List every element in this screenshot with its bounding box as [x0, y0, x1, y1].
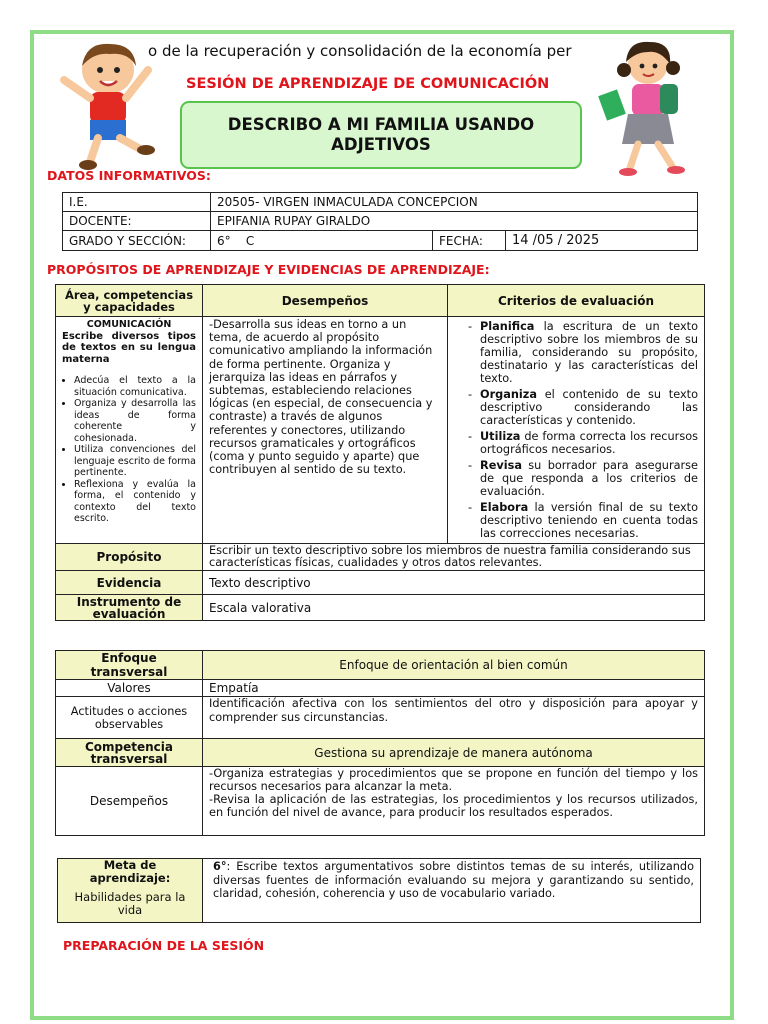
docente-value: EPIFANIA RUPAY GIRALDO	[211, 212, 698, 231]
competencia-transversal-label: Competencia transversal	[56, 739, 203, 767]
desempeno-text: -Desarrolla sus ideas en torno a un tema, de acuerdo al propósito comunicativo ampliando la información de forma pertinente. Organiza y jerarquiza las ideas en párrafos y subtemas, estableciendo relaciones lógicas (en especial, de consecuencia y contraste) a través de algunos referentes y conectores, utilizando recursos gramaticales y ortográficos (coma y punto seguido y aparte) que contribuyen al sentido de su texto.	[203, 317, 448, 544]
session-title	[180, 101, 582, 169]
criterio-item	[480, 320, 698, 385]
title-line-1: DESCRIBO A MI FAMILIA USANDO	[227, 115, 535, 134]
ie-value: 20505- VIRGEN INMACULADA CONCEPCION	[211, 193, 698, 212]
col-area-header: Área, competencias y capacidades	[56, 285, 203, 317]
criterio-text: la versión final de su texto descriptivo teniendo en cuenta todas las correcciones necesarias.	[480, 501, 698, 540]
capacidad-item: • Reflexiona y evalúa la forma, el contenido y contexto del texto escrito.	[74, 479, 196, 525]
ie-label: I.E.	[63, 193, 211, 212]
capacidad-item: • Organiza y desarrolla las ideas de forma coherente y cohesionada.	[74, 398, 196, 444]
valores-label: Valores	[56, 680, 203, 697]
col-criterios-header: Criterios de evaluación	[448, 285, 705, 317]
valores-value: Empatía	[203, 680, 705, 697]
propositos-heading: PROPÓSITOS DE APRENDIZAJE Y EVIDENCIAS DE APRENDIZAJE:	[47, 262, 490, 277]
criterio-verb: Planifica	[480, 320, 535, 333]
meta-text: : Escribe textos argumentativos sobre distintos temas de su interés, utilizando diversas fuentes de información evaluando su mejora y garantizando su sentido, claridad, cohesión, coherencia y uso de vocabulario variado.	[213, 860, 694, 900]
girl-illustration	[598, 40, 708, 178]
capacidades-list	[62, 375, 196, 525]
grado-label: GRADO Y SECCIÓN:	[63, 231, 211, 251]
meta-grade: 6°	[213, 860, 227, 873]
actitudes-label: Actitudes o acciones observables	[56, 697, 203, 739]
instrumento-label: Instrumento de evaluación	[56, 595, 203, 621]
datos-table	[62, 192, 698, 251]
criterio-verb: Elabora	[480, 501, 529, 514]
col-desempenos-header: Desempeños	[203, 285, 448, 317]
criterio-item	[480, 388, 698, 427]
propositos-table	[55, 284, 705, 621]
criterio-item	[480, 430, 698, 456]
preparacion-heading: PREPARACIÓN DE LA SESIÓN	[63, 938, 265, 953]
actitudes-value: Identificación afectiva con los sentimientos del otro y disposición para apoyar y comprender sus circunstancias.	[203, 697, 705, 739]
datos-heading: DATOS INFORMATIVOS:	[47, 168, 211, 183]
enfoque-label: Enfoque transversal	[56, 651, 203, 680]
fecha-label: FECHA:	[433, 231, 506, 251]
proposito-label: Propósito	[56, 544, 203, 571]
grado-value: 6° C	[211, 231, 433, 251]
competencia-name: Escribe diversos tipos de textos en su lengua materna	[62, 330, 196, 365]
desempenos-label: Desempeños	[56, 767, 203, 836]
criterio-verb: Revisa	[480, 459, 522, 472]
enfoque-value: Enfoque de orientación al bien común	[203, 651, 705, 680]
session-label: SESIÓN DE APRENDIZAJE DE COMUNICACIÓN	[186, 76, 550, 92]
proposito-value: Escribir un texto descriptivo sobre los miembros de nuestra familia considerando sus características físicas, cualidades y otros datos relevantes.	[203, 544, 705, 571]
enfoque-table	[55, 650, 705, 836]
evidencia-label: Evidencia	[56, 571, 203, 595]
area-name: COMUNICACIÓN	[86, 319, 172, 330]
fecha-value: 14 /05 / 2025	[506, 231, 698, 251]
title-line-2: ADJETIVOS	[331, 135, 431, 154]
criterio-verb: Organiza	[480, 388, 537, 401]
capacidad-item: • Utiliza convenciones del lenguaje escrito de forma pertinente.	[74, 444, 196, 479]
docente-label: DOCENTE:	[63, 212, 211, 231]
capacidad-item: • Adecúa el texto a la situación comunicativa.	[74, 375, 196, 398]
criterio-item	[480, 501, 698, 540]
criterio-text: la escritura de un texto descriptivo sobre los miembros de su familia, considerando su propósito, destinatario y las características del texto.	[480, 320, 698, 385]
meta-label: Meta de aprendizaje:	[89, 858, 171, 885]
meta-table	[57, 858, 701, 923]
criterio-text: su borrador para asegurarse de que responda a los criterios de evaluación.	[480, 459, 698, 498]
desempeno-transversal-1: -Organiza estrategias y procedimientos que se propone en función del tiempo y los recursos necesarios para alcanzar la meta.	[209, 767, 698, 793]
meta-value	[203, 859, 701, 923]
criterios-list	[467, 320, 698, 540]
habilidades-label: Habilidades para la vida	[74, 890, 186, 917]
desempeno-transversal-2: -Revisa la aplicación de las estrategias, los procedimientos y los recursos utilizados, en función del nivel de avance, para producir los resultados esperados.	[209, 793, 698, 819]
evidencia-value: Texto descriptivo	[203, 571, 705, 595]
criterio-verb: Utiliza	[480, 430, 521, 443]
year-motto: o de la recuperación y consolidación de la economía per	[148, 42, 572, 60]
criterio-text: de forma correcta los recursos ortográficos necesarios.	[480, 430, 698, 456]
criterio-text: el contenido de su texto descriptivo considerando las características y contenido.	[480, 388, 698, 427]
criterio-item	[480, 459, 698, 498]
competencia-transversal-value: Gestiona su aprendizaje de manera autónoma	[203, 739, 705, 767]
instrumento-value: Escala valorativa	[203, 595, 705, 621]
